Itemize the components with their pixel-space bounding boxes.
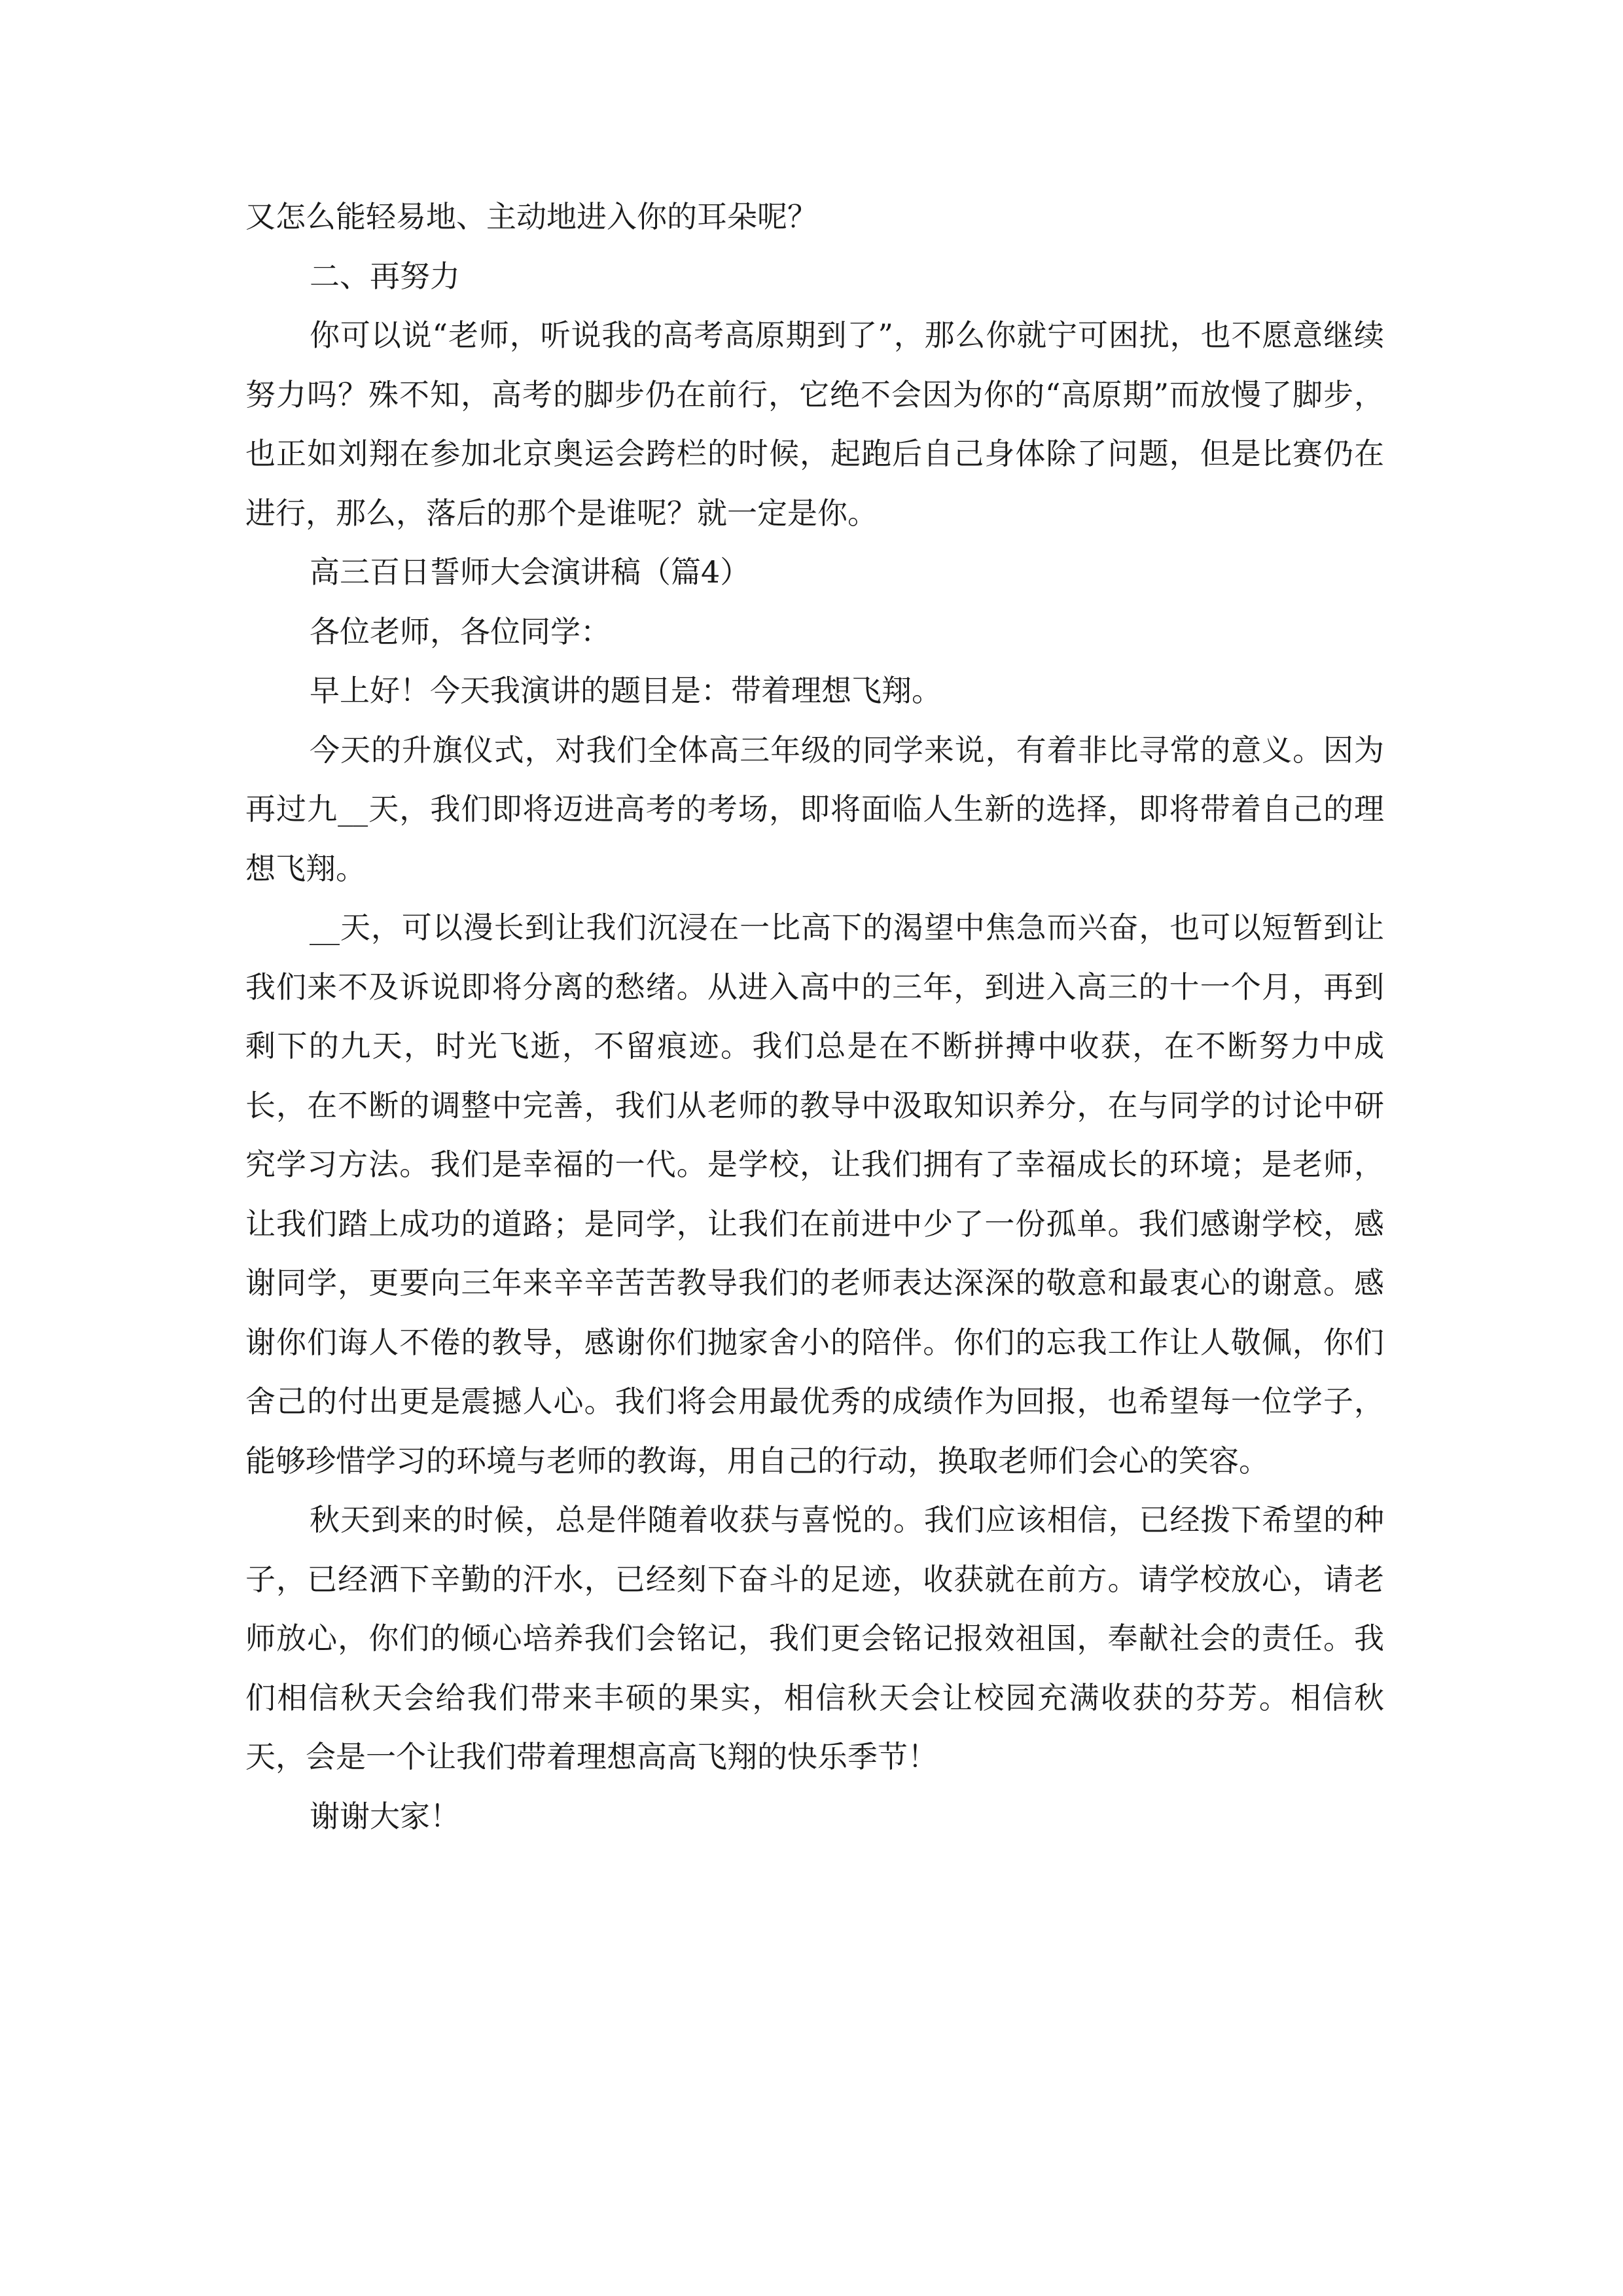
document-body (245, 187, 1384, 1846)
closing-thanks: 谢谢大家！ (310, 1798, 460, 1834)
section-heading-effort: 二、再努力 (310, 258, 460, 294)
paragraph-plateau: 你可以说“老师，听说我的高考高原期到了”，那么你就宁可困扰，也不愿意继续努力吗？殊不知，高考的脚步仍在前行，它绝不会因为你的“高原期”而放慢了脚步，也正如刘翔在参加北京奥运会跨栏的时候，起跑后自己身体除了问题，但是比赛仍在进行，那么，落后的那个是谁呢？就一定是你。 (245, 317, 1384, 531)
paragraph-gratitude: __天，可以漫长到让我们沉浸在一比高下的渴望中焦急而兴奋，也可以短暂到让我们来不及诉说即将分离的愁绪。从进入高中的三年，到进入高三的十一个月，再到剩下的九天，时光飞逝，不留痕迹。我们总是在不断拼搏中收获，在不断努力中成长，在不断的调整中完善，我们从老师的教导中汲取知识养分，在与同学的讨论中研究学习方法。我们是幸福的一代。是学校，让我们拥有了幸福成长的环境；是老师，让我们踏上成功的道路；是同学，让我们在前进中少了一份孤单。我们感谢学校，感谢同学，更要向三年来辛辛苦苦教导我们的老师表达深深的敬意和最衷心的谢意。感谢你们诲人不倦的教导，感谢你们抛家舍小的陪伴。你们的忘我工作让人敬佩，你们舍己的付出更是震撼人心。我们将会用最优秀的成绩作为回报，也希望每一位学子，能够珍惜学习的环境与老师的教诲，用自己的行动，换取老师们会心的笑容。 (245, 910, 1384, 1479)
paragraph-autumn: 秋天到来的时候，总是伴随着收获与喜悦的。我们应该相信，已经拨下希望的种子，已经洒下辛勤的汗水，已经刻下奋斗的足迹，收获就在前方。请学校放心，请老师放心，你们的倾心培养我们会铭记，我们更会铭记报效祖国，奉献社会的责任。我们相信秋天会给我们带来丰硕的果实，相信秋天会让校园充满收获的芬芳。相信秋天，会是一个让我们带着理想高高飞翔的快乐季节！ (245, 1502, 1384, 1774)
paragraph-continuation: 又怎么能轻易地、主动地进入你的耳朵呢？ (245, 199, 817, 234)
speech-title: 高三百日誓师大会演讲稿（篇4） (310, 554, 751, 590)
greeting: 早上好！今天我演讲的题目是：带着理想飞翔。 (310, 673, 942, 708)
salutation: 各位老师，各位同学： (310, 613, 611, 649)
paragraph-ceremony: 今天的升旗仪式，对我们全体高三年级的同学来说，有着非比寻常的意义。因为再过九__天，我们即将迈进高考的考场，即将面临人生新的选择，即将带着自己的理想飞翔。 (245, 732, 1384, 886)
